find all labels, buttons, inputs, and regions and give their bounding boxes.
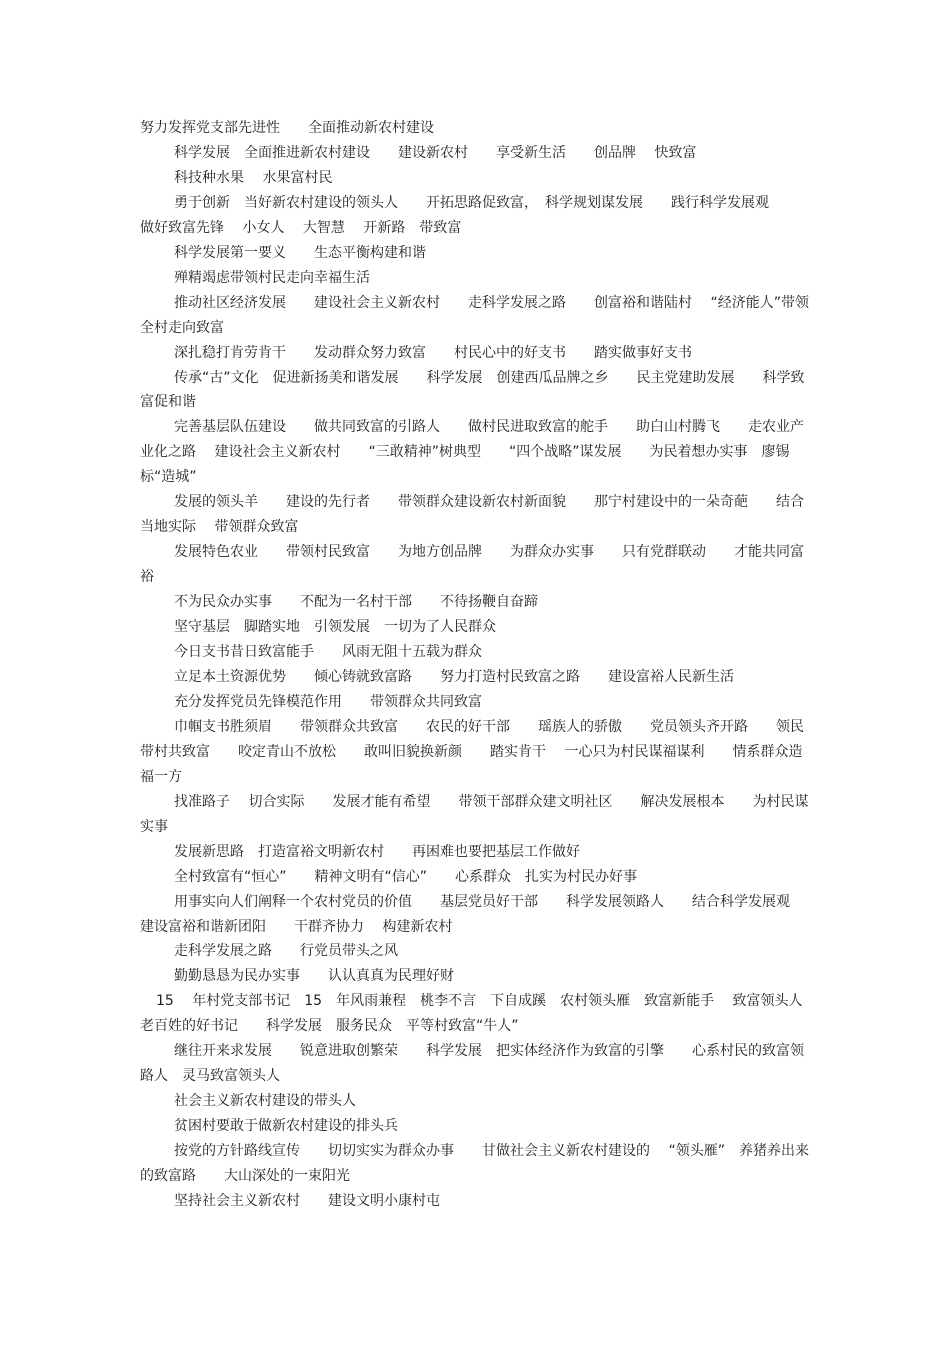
document-body xyxy=(140,116,817,1214)
paragraph-22: 用事实向人们阐释一个农村党员的价值 基层党员好干部 科学发展领路人 结合科学发展观 建设富裕和谐新团阳 干群齐协力 构建新农村 xyxy=(140,893,804,935)
paragraph-17: 充分发挥党员先锋模范作用 带领群众共同致富 xyxy=(174,693,482,710)
paragraph-26: 继往开来求发展 锐意进取创繁荣 科学发展 把实体经济作为致富的引擎 心系村民的致富领路人 灵马致富领头人 xyxy=(140,1043,804,1085)
paragraph-1: 努力发挥党支部先进性 全面推动新农村建设 xyxy=(140,120,434,136)
paragraph-21: 全村致富有“恒心” 精神文明有“信心” 心系群众 扎实为村民办好事 xyxy=(174,868,638,885)
paragraph-3: 科技种水果 水果富村民 xyxy=(174,169,333,186)
paragraph-15: 今日支书昔日致富能手 风雨无阻十五载为群众 xyxy=(174,644,482,661)
paragraph-6: 殚精竭虑带领村民走向幸福生活 xyxy=(174,269,370,286)
paragraph-8: 深扎稳打肯劳肯干 发动群众努力致富 村民心中的好支书 踏实做事好支书 xyxy=(174,344,692,361)
paragraph-7: 推动社区经济发展 建设社会主义新农村 走科学发展之路 创富裕和谐陆村 “经济能人”带领全村走向致富 xyxy=(140,294,809,336)
paragraph-25: 15 年村党支部书记 15 年风雨兼程 桃李不言 下自成蹊 农村领头雁 致富新能手 致富领头人 老百姓的好书记 科学发展 服务民众 平等村致富“牛人” xyxy=(140,993,817,1035)
paragraph-19: 找准路子 切合实际 发展才能有希望 带领干部群众建文明社区 解决发展根本 为村民谋实事 xyxy=(140,793,809,835)
paragraph-18: 巾帼支书胜须眉 带领群众共致富 农民的好干部 瑶族人的骄傲 党员领头齐开路 领民带村共致富 咬定青山不放松 敢叫旧貌换新颜 踏实肯干 一心只为村民谋福谋利 情系群众造福一方 xyxy=(140,718,804,785)
paragraph-28: 贫困村要敢于做新农村建设的排头兵 xyxy=(174,1118,398,1135)
paragraph-24: 勤勤恳恳为民办实事 认认真真为民理好财 xyxy=(174,968,454,985)
paragraph-13: 不为民众办实事 不配为一名村干部 不待扬鞭自奋蹄 xyxy=(174,594,538,611)
paragraph-4: 勇于创新 当好新农村建设的领头人 开拓思路促致富， 科学规划谋发展 践行科学发展观 做好致富先锋 小女人 大智慧 开新路 带致富 xyxy=(140,194,797,236)
paragraph-27: 社会主义新农村建设的带头人 xyxy=(174,1093,356,1110)
paragraph-30: 坚持社会主义新农村 建设文明小康村屯 xyxy=(174,1192,440,1209)
paragraph-2: 科学发展 全面推进新农村建设 建设新农村 享受新生活 创品牌 快致富 xyxy=(174,144,697,161)
paragraph-10: 完善基层队伍建设 做共同致富的引路人 做村民进取致富的舵手 助白山村腾飞 走农业产业化之路 建设社会主义新农村 “三敢精神”树典型 “四个战略”谋发展 为民着想办实事 廖锡标“造城” xyxy=(140,419,804,486)
paragraph-14: 坚守基层 脚踏实地 引领发展 一切为了人民群众 xyxy=(174,619,496,636)
paragraph-16: 立足本土资源优势 倾心铸就致富路 努力打造村民致富之路 建设富裕人民新生活 xyxy=(174,668,734,685)
paragraph-9: 传承“古”文化 促进新扬美和谐发展 科学发展 创建西瓜品牌之乡 民主党建助发展 科学致富促和谐 xyxy=(140,369,805,411)
paragraph-29: 按党的方针路线宣传 切切实实为群众办事 甘做社会主义新农村建设的 “领头雁” 养猪养出来的致富路 大山深处的一束阳光 xyxy=(140,1143,809,1185)
paragraph-20: 发展新思路 打造富裕文明新农村 再困难也要把基层工作做好 xyxy=(174,843,580,860)
paragraph-5: 科学发展第一要义 生态平衡构建和谐 xyxy=(174,244,426,261)
paragraph-11: 发展的领头羊 建设的先行者 带领群众建设新农村新面貌 那宁村建设中的一朵奇葩 结合当地实际 带领群众致富 xyxy=(140,494,804,536)
paragraph-12: 发展特色农业 带领村民致富 为地方创品牌 为群众办实事 只有党群联动 才能共同富裕 xyxy=(140,544,804,586)
paragraph-23: 走科学发展之路 行党员带头之风 xyxy=(174,943,398,960)
